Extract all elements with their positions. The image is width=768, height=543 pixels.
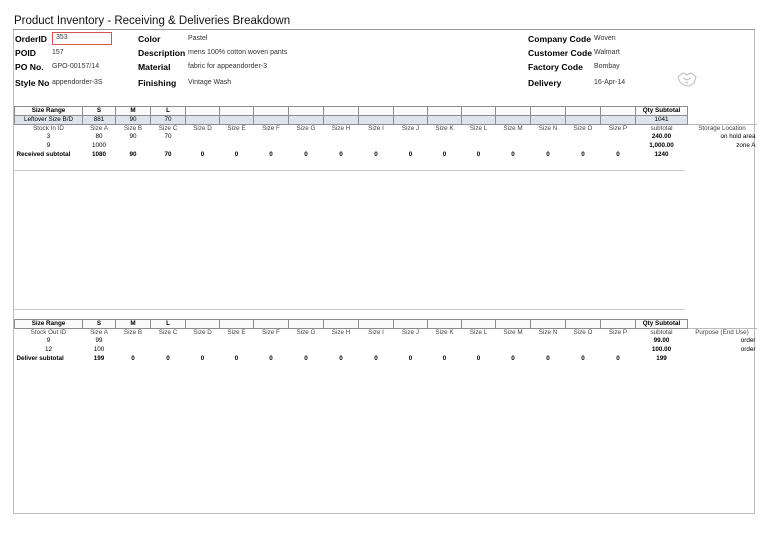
size-range-row-cell	[462, 107, 496, 116]
column-header-row-cell: Size O	[566, 125, 601, 134]
table-row-cell	[324, 133, 359, 142]
received-subtotal-row-cell: 0	[374, 150, 378, 158]
leftover-row-cell	[324, 116, 359, 125]
column-header-row-cell: Size H	[324, 329, 359, 338]
table-row	[15, 337, 757, 346]
deliver-subtotal-row-cell: 0	[200, 354, 205, 362]
size-range-row-cell: M	[116, 320, 151, 329]
table-row-cell	[186, 142, 220, 151]
receiving-empty-area	[14, 170, 685, 310]
table-row-cell	[359, 346, 394, 355]
column-header-row-cell: Size O	[566, 329, 601, 338]
table-row-cell: 1,000.00	[649, 141, 674, 149]
column-header-row-cell: Size A	[83, 329, 116, 338]
received-subtotal-row-cell: 0	[234, 150, 239, 158]
finishing-label: Finishing	[138, 78, 177, 88]
column-header-row-cell: Size B	[116, 125, 151, 134]
table-row-cell	[220, 142, 254, 151]
size-range-row-cell	[186, 107, 220, 116]
leftover-row-cell	[359, 116, 394, 125]
column-header-row-cell: Stock In ID	[15, 125, 83, 134]
leftover-row-cell	[186, 116, 220, 125]
size-range-row-cell: Size Range	[15, 320, 83, 329]
table-row-cell	[428, 337, 462, 346]
delivery-table	[14, 319, 757, 363]
received-subtotal-row-cell: 0	[339, 150, 343, 158]
deliver-subtotal-row-cell: 0	[616, 354, 620, 362]
deliver-subtotal-row-cell: 199	[93, 354, 105, 362]
deliver-subtotal-row-cell: 0	[269, 354, 273, 362]
table-row-cell: 100.00	[651, 345, 672, 353]
table-row-cell: 9	[46, 141, 51, 149]
color-label: Color	[138, 34, 161, 44]
table-row-cell	[116, 346, 151, 355]
deliver-subtotal-row-cell: 0	[581, 354, 585, 362]
deliver-subtotal-row-cell: 0	[131, 354, 135, 362]
size-range-row-cell: Qty Subtotal	[636, 107, 688, 116]
leftover-row-cell	[566, 116, 601, 125]
delivery-value: 16-Apr-14	[594, 79, 626, 86]
size-range-row-spacer	[688, 320, 757, 329]
leftover-row-cell	[531, 116, 566, 125]
size-range-row-cell	[289, 320, 324, 329]
style-no-value: appendorder-3S	[52, 79, 103, 86]
size-range-row-cell	[462, 320, 496, 329]
table-row-cell	[601, 337, 636, 346]
table-row-cell	[462, 337, 496, 346]
table-row-cell: 99	[95, 337, 103, 345]
column-header-row-cell: Size H	[324, 125, 359, 134]
table-row-cell	[151, 337, 186, 346]
table-row-cell	[289, 142, 324, 151]
size-range-row-cell	[566, 320, 601, 329]
leftover-row-cell: Leftover Size B/D	[15, 116, 83, 125]
company-code-label: Company Code	[528, 34, 592, 44]
table-row-cell	[566, 142, 601, 151]
size-range-row-cell: S	[83, 320, 116, 329]
description-label: Description	[138, 48, 186, 58]
table-row-cell	[531, 346, 566, 355]
column-header-row-cell: Size K	[428, 329, 462, 338]
received-subtotal-row-cell: 0	[442, 150, 447, 158]
received-subtotal-row-cell: 0	[408, 150, 413, 158]
table-row-cell	[220, 133, 254, 142]
size-range-row-cell	[531, 320, 566, 329]
received-subtotal-row-cell: 0	[476, 150, 481, 158]
column-header-row-cell: Size B	[116, 329, 151, 338]
company-code-value: Woven	[594, 35, 616, 42]
table-row-cell	[566, 346, 601, 355]
column-header-row-cell: subtotal	[636, 125, 688, 134]
size-range-row	[15, 320, 757, 329]
received-subtotal-row-cell: Received subtotal	[16, 150, 71, 158]
size-range-row-cell	[289, 107, 324, 116]
size-range-row-cell	[359, 320, 394, 329]
received-subtotal-row-cell: 1240	[654, 150, 669, 158]
size-range-row-cell	[359, 107, 394, 116]
received-subtotal-row-cell	[688, 150, 757, 159]
table-row-cell: order	[740, 337, 756, 345]
size-range-row-cell	[496, 320, 531, 329]
size-range-row-cell: L	[151, 320, 186, 329]
table-row-cell	[462, 346, 496, 355]
table-row-cell	[428, 142, 462, 151]
table-row-cell	[394, 133, 428, 142]
received-subtotal-row-cell: 0	[269, 150, 273, 158]
column-header-row-cell: Size L	[462, 329, 496, 338]
table-row-cell	[531, 142, 566, 151]
material-value: fabric for appeandorder-3	[188, 63, 267, 70]
received-subtotal-row-cell: 90	[129, 150, 137, 158]
size-range-row-cell	[531, 107, 566, 116]
deliver-subtotal-row-cell	[688, 354, 757, 363]
size-range-row-cell	[428, 107, 462, 116]
color-value: Pastel	[188, 35, 208, 42]
table-row-cell	[116, 337, 151, 346]
size-range-row-cell	[324, 107, 359, 116]
received-subtotal-row-cell: 0	[616, 150, 620, 158]
column-header-row-cell: Stock Out ID	[15, 329, 83, 338]
table-row-cell: 3	[46, 133, 51, 141]
column-header-row-cell: Size C	[151, 125, 186, 134]
column-header-row-cell: Size I	[359, 125, 394, 134]
table-row-cell	[254, 142, 289, 151]
delivery-label: Delivery	[528, 78, 562, 88]
factory-code-label: Factory Code	[528, 62, 583, 72]
table-row-cell	[359, 142, 394, 151]
column-header-row-cell: Size J	[394, 329, 428, 338]
table-row-cell	[116, 142, 151, 151]
leftover-row-cell: 881	[83, 116, 116, 125]
received-subtotal-row-cell: 0	[546, 150, 550, 158]
poid-label: POID	[15, 48, 37, 58]
deliver-subtotal-row-cell: 0	[304, 354, 308, 362]
column-header-row-cell: Size E	[220, 125, 254, 134]
table-row-cell	[566, 133, 601, 142]
column-header-row-cell: Size A	[83, 125, 116, 134]
column-header-row-cell: Size G	[289, 329, 324, 338]
table-row-cell	[220, 346, 254, 355]
table-row-cell	[254, 337, 289, 346]
leftover-row	[15, 116, 757, 125]
column-header-row-cell: Size K	[428, 125, 462, 134]
size-range-row-cell	[220, 320, 254, 329]
table-row	[15, 142, 757, 151]
leftover-row-cell	[394, 116, 428, 125]
size-range-row-cell: Size Range	[15, 107, 83, 116]
table-row-cell: 1000	[91, 141, 106, 149]
column-header-row-cell: Purpose (End Use)	[688, 329, 757, 338]
received-subtotal-row-cell: 1080	[91, 150, 106, 158]
deliver-subtotal-row-cell: 0	[374, 354, 378, 362]
leftover-row-cell: 1041	[636, 116, 688, 125]
size-range-row-cell	[601, 107, 636, 116]
leftover-row-cell	[289, 116, 324, 125]
po-no-label: PO No.	[15, 62, 44, 72]
table-row-cell	[394, 346, 428, 355]
poid-value: 157	[52, 49, 64, 56]
size-range-row-cell: S	[83, 107, 116, 116]
table-row-cell	[324, 346, 359, 355]
size-range-row	[15, 107, 757, 116]
received-subtotal-row-cell: 0	[304, 150, 308, 158]
table-row-cell	[359, 337, 394, 346]
size-range-row-cell	[601, 320, 636, 329]
table-row-cell	[601, 346, 636, 355]
finishing-value: Vintage Wash	[188, 79, 232, 86]
table-row-cell: 80	[95, 133, 103, 141]
deliver-subtotal-row-cell: 199	[656, 354, 667, 362]
table-row-cell	[428, 346, 462, 355]
customer-code-value: Walmart	[594, 49, 620, 56]
column-header-row-cell: Storage Location	[688, 125, 757, 134]
column-header-row-cell: Size E	[220, 329, 254, 338]
table-row	[15, 346, 757, 355]
table-row-cell: order	[740, 345, 756, 353]
table-row-cell: on hold area	[720, 133, 756, 141]
deliver-subtotal-row	[15, 354, 757, 363]
page-title: Product Inventory - Receiving & Deliveries Breakdown	[14, 15, 291, 27]
table-row	[15, 133, 757, 142]
table-row-cell	[428, 133, 462, 142]
column-header-row-cell: Size D	[186, 125, 220, 134]
column-header-row-cell: Size M	[496, 125, 531, 134]
table-row-cell	[186, 346, 220, 355]
size-range-row-cell	[566, 107, 601, 116]
column-header-row-cell: Size F	[254, 329, 289, 338]
table-row-cell: 90	[129, 133, 137, 141]
table-row-cell	[324, 337, 359, 346]
customer-code-label: Customer Code	[528, 48, 592, 58]
factory-code-value: Bombay	[594, 63, 620, 70]
leftover-row-cell	[462, 116, 496, 125]
table-row-cell	[601, 142, 636, 151]
table-row-cell: zone A	[736, 141, 756, 149]
received-subtotal-row	[15, 150, 757, 159]
table-row-cell	[359, 133, 394, 142]
column-header-row-cell: Size F	[254, 125, 289, 134]
table-row-cell	[531, 133, 566, 142]
size-range-row-cell	[394, 107, 428, 116]
column-header-row-cell: Size I	[359, 329, 394, 338]
column-header-row-cell: subtotal	[636, 329, 688, 338]
column-header-row	[15, 125, 757, 134]
size-range-row-cell	[496, 107, 531, 116]
column-header-row-cell: Size P	[601, 329, 636, 338]
order-id-label: OrderID	[15, 34, 47, 44]
table-row-cell	[531, 337, 566, 346]
table-row-cell	[289, 346, 324, 355]
deliver-subtotal-row-cell: 0	[511, 354, 515, 362]
table-row-cell: 240.00	[651, 133, 672, 141]
leftover-row-cell	[428, 116, 462, 125]
column-header-row-cell: Size N	[531, 125, 566, 134]
column-header-row-cell: Size N	[531, 329, 566, 338]
received-subtotal-row-cell: 0	[581, 150, 585, 158]
deliver-subtotal-row-cell: Deliver subtotal	[16, 354, 64, 362]
leftover-row-cell	[254, 116, 289, 125]
table-row-cell	[289, 133, 324, 142]
table-row-cell	[220, 337, 254, 346]
table-row-cell	[324, 142, 359, 151]
deliver-subtotal-row-cell: 0	[546, 354, 550, 362]
column-header-row-cell: Size G	[289, 125, 324, 134]
table-row-cell	[394, 142, 428, 151]
table-row-cell	[462, 142, 496, 151]
material-label: Material	[138, 62, 171, 72]
size-range-row-spacer	[688, 107, 757, 116]
table-row-cell	[601, 133, 636, 142]
description-value: mens 100% cotton woven pants	[188, 49, 288, 56]
table-row-cell	[496, 337, 531, 346]
receiving-table	[14, 106, 757, 159]
table-row-cell	[186, 133, 220, 142]
column-header-row-cell: Size D	[186, 329, 220, 338]
column-header-row	[15, 329, 757, 338]
column-header-row-cell: Size J	[394, 125, 428, 134]
column-header-row-cell: Size C	[151, 329, 186, 338]
size-range-row-cell	[254, 320, 289, 329]
handshake-icon	[676, 70, 698, 88]
column-header-row-cell: Size M	[496, 329, 531, 338]
table-row-cell: 100	[93, 345, 105, 353]
leftover-row-spacer	[688, 116, 757, 125]
table-row-cell	[566, 337, 601, 346]
leftover-row-cell: 90	[116, 116, 151, 125]
leftover-row-cell	[496, 116, 531, 125]
table-row-cell: 9	[46, 337, 51, 345]
size-range-row-cell: L	[151, 107, 186, 116]
table-row-cell	[254, 133, 289, 142]
po-no-value: GPO-00157/14	[52, 63, 100, 70]
column-header-row-cell: Size L	[462, 125, 496, 134]
size-range-row-cell	[186, 320, 220, 329]
leftover-row-cell	[601, 116, 636, 125]
received-subtotal-row-cell: 70	[164, 150, 172, 158]
table-row-cell	[254, 346, 289, 355]
leftover-row-cell: 70	[151, 116, 186, 125]
style-no-label: Style No	[15, 78, 50, 88]
table-row-cell	[289, 337, 324, 346]
table-row-cell	[496, 142, 531, 151]
deliver-subtotal-row-cell: 0	[442, 354, 447, 362]
table-row-cell	[151, 346, 186, 355]
size-range-row-cell	[324, 320, 359, 329]
size-range-row-cell	[220, 107, 254, 116]
deliver-subtotal-row-cell: 0	[408, 354, 413, 362]
table-row-cell: 99.00	[653, 337, 670, 345]
column-header-row-cell: Size P	[601, 125, 636, 134]
table-row-cell	[151, 142, 186, 151]
table-row-cell	[394, 337, 428, 346]
deliver-subtotal-row-cell: 0	[166, 354, 170, 362]
received-subtotal-row-cell: 0	[511, 150, 515, 158]
size-range-row-cell	[428, 320, 462, 329]
size-range-row-cell: M	[116, 107, 151, 116]
size-range-row-cell	[394, 320, 428, 329]
size-range-row-cell: Qty Subtotal	[636, 320, 688, 329]
received-subtotal-row-cell: 0	[200, 150, 205, 158]
size-range-row-cell	[254, 107, 289, 116]
leftover-row-cell	[220, 116, 254, 125]
table-row-cell: 70	[164, 133, 172, 141]
deliver-subtotal-row-cell: 0	[234, 354, 239, 362]
table-row-cell	[496, 346, 531, 355]
table-row-cell: 12	[44, 345, 52, 353]
deliver-subtotal-row-cell: 0	[339, 354, 343, 362]
table-row-cell	[462, 133, 496, 142]
order-id-field[interactable]: 353	[52, 32, 112, 45]
deliver-subtotal-row-cell: 0	[476, 354, 481, 362]
table-row-cell	[186, 337, 220, 346]
table-row-cell	[496, 133, 531, 142]
